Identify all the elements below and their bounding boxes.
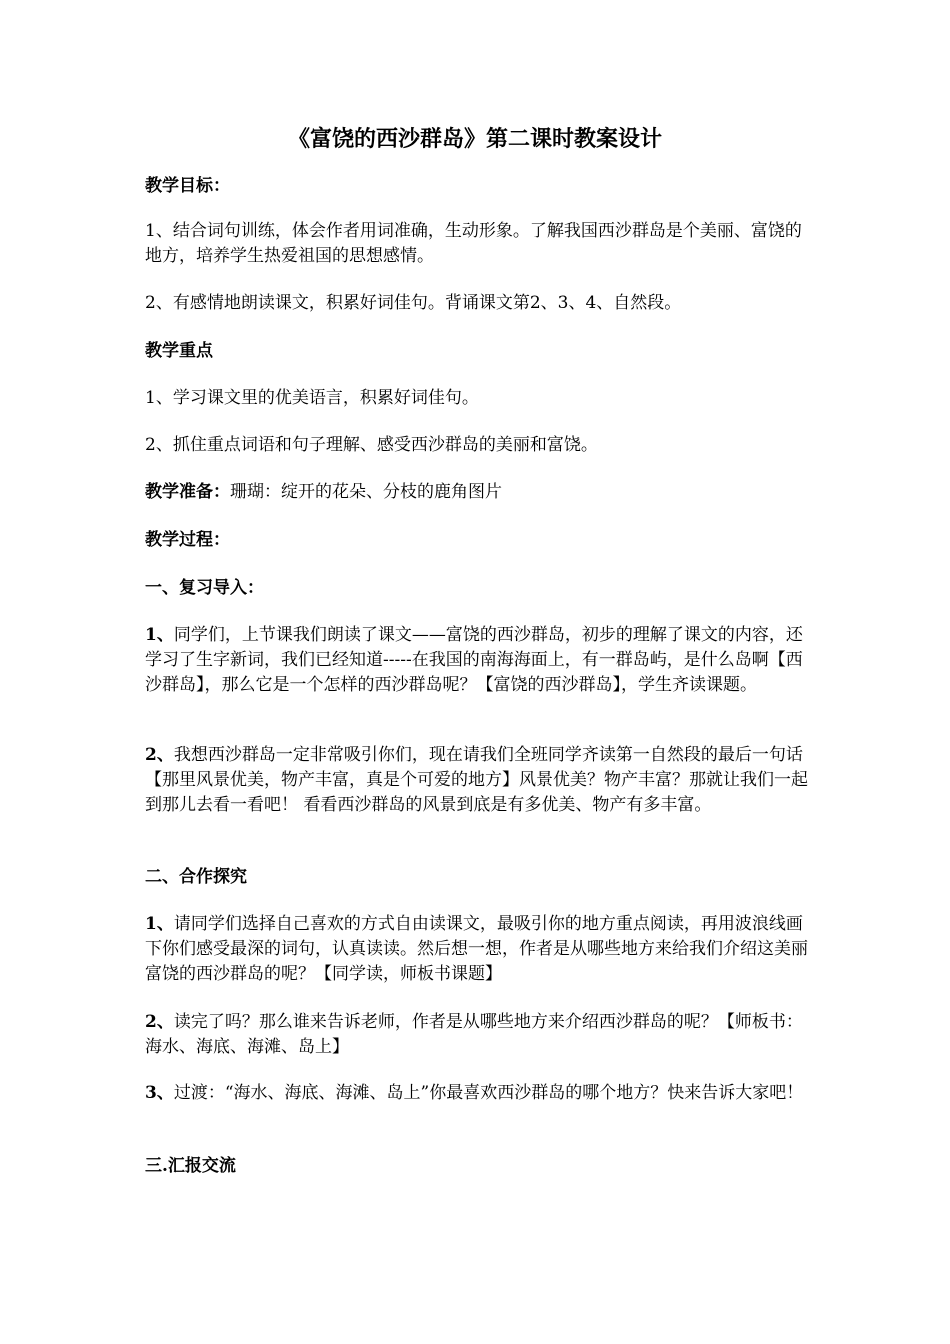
section2-p2-number: 2、 bbox=[145, 1012, 174, 1032]
section1-p2-text: 我想西沙群岛一定非常吸引你们，现在请我们全班同学齐读第一自然段的最后一句话【那里风景优美，物产丰富，真是个可爱的地方】风景优美？物产丰富？那就让我们一起到那儿去看一看吧！ 看看西沙群岛的风景到底是有多优美、物产有多丰富。 bbox=[145, 745, 808, 815]
goals-item-2: 2、有感情地朗读课文，积累好词佳句。背诵课文第2、3、4、自然段。 bbox=[145, 293, 682, 313]
document-title: 《富饶的西沙群岛》第二课时教案设计 bbox=[287, 126, 662, 152]
goals-heading: 教学目标： bbox=[145, 176, 230, 196]
section2-p1-number: 1、 bbox=[145, 914, 174, 934]
section2-paragraph-1 bbox=[145, 912, 810, 987]
section1-p1-text: 同学们，上节课我们朗读了课文——富饶的西沙群岛，初步的理解了课文的内容，还学习了生字新词，我们已经知道-----在我国的南海海面上，有一群岛屿，是什么岛啊【西沙群岛】，那么它是一个怎样的西沙群岛呢？【富饶的西沙群岛】，学生齐读课题。 bbox=[145, 625, 803, 695]
section2-p3-number: 3、 bbox=[145, 1083, 174, 1103]
section2-p2-text: 读完了吗？那么谁来告诉老师，作者是从哪些地方来介绍西沙群岛的呢？【师板书：海水、海底、海滩、岛上】 bbox=[145, 1012, 803, 1057]
section1-p1-number: 1、 bbox=[145, 625, 174, 645]
section1-p2-number: 2、 bbox=[145, 745, 174, 765]
key-points-heading: 教学重点 bbox=[145, 341, 213, 361]
section2-paragraph-2 bbox=[145, 1010, 810, 1060]
section3-heading: 三.汇报交流 bbox=[145, 1156, 236, 1176]
process-heading: 教学过程： bbox=[145, 530, 230, 550]
section2-p3-text: 过渡：“海水、海底、海滩、岛上”你最喜欢西沙群岛的哪个地方？快来告诉大家吧！ bbox=[173, 1083, 804, 1103]
section1-heading: 一、复习导入： bbox=[145, 578, 264, 598]
preparation-label: 教学准备： bbox=[145, 482, 230, 502]
preparation-text: 珊瑚：绽开的花朵、分枝的鹿角图片 bbox=[230, 482, 502, 502]
section1-paragraph-1 bbox=[145, 623, 810, 698]
section1-paragraph-2 bbox=[145, 743, 810, 818]
preparation-line bbox=[145, 480, 810, 505]
key-points-item-1: 1、学习课文里的优美语言，积累好词佳句。 bbox=[145, 388, 479, 408]
key-points-item-2: 2、抓住重点词语和句子理解、感受西沙群岛的美丽和富饶。 bbox=[145, 435, 598, 455]
goals-item-1: 1、结合词句训练，体会作者用词准确，生动形象。了解我国西沙群岛是个美丽、富饶的地方，培养学生热爱祖国的思想感情。 bbox=[145, 221, 802, 266]
section2-paragraph-3 bbox=[145, 1081, 810, 1106]
section2-heading: 二、合作探究 bbox=[145, 867, 247, 887]
section2-p1-text: 请同学们选择自己喜欢的方式自由读课文，最吸引你的地方重点阅读，再用波浪线画下你们感受最深的词句，认真读读。然后想一想，作者是从哪些地方来给我们介绍这美丽富饶的西沙群岛的呢？【同学读，师板书课题】 bbox=[145, 914, 808, 984]
